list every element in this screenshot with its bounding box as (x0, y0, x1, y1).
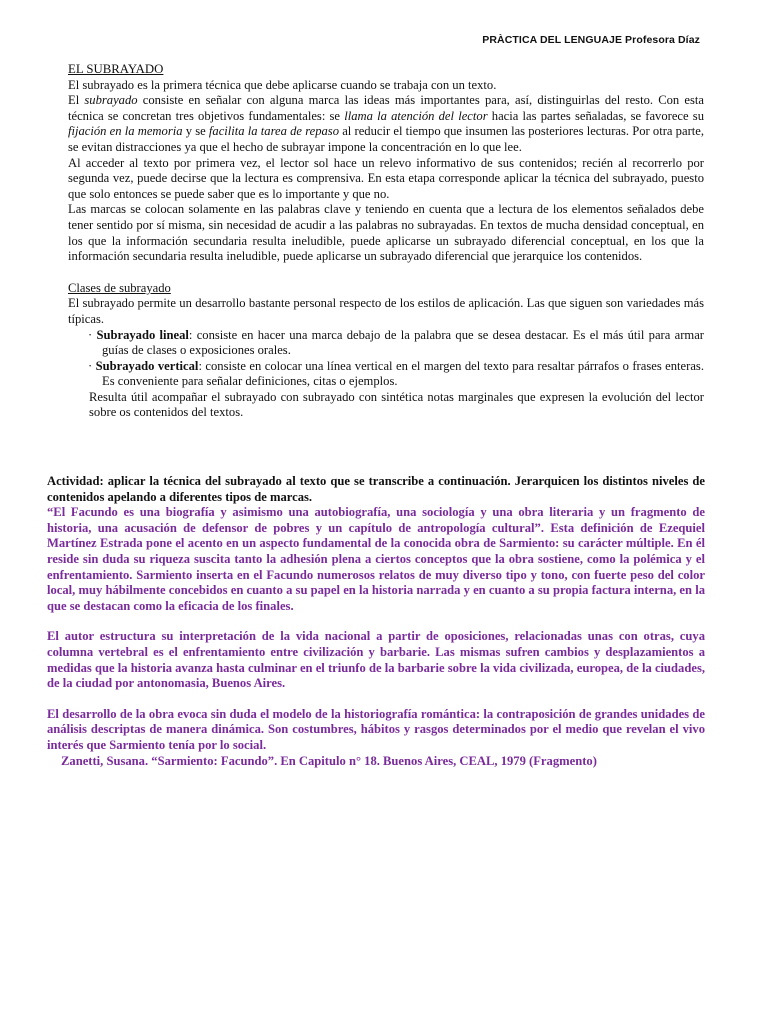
emphasis-repaso: facilita la tarea de repaso (208, 124, 340, 139)
emphasis-atencion: llama la atención del lector (344, 108, 488, 123)
section-title: EL SUBRAYADO (68, 62, 164, 76)
paragraph-closing: Resulta útil acompañar el subrayado con subrayado con sintética notas marginales que expresen la evolución del lector sobre os contenidos del textos. (89, 389, 704, 420)
bullet-mark: · (88, 327, 97, 342)
quote-paragraph-2: El autor estructura su interpretación de la vida nacional a partir de oposiciones, relacionadas unas con otras, cuya columna vertebral es el enfrentamiento entre civilización y barbarie. Las mismas sufren cambios y desplazamientos a medidas que la historia avanza hasta culminar en el triunfo de la barbarie sobre la vida civilizada, europea, de la ciudades, de la ciudad por antonomasia, Buenos Aires. (47, 629, 705, 691)
bullet-term: Subrayado vertical (95, 358, 199, 373)
quote-paragraph-1: “El Facundo es una biografía y asimismo una autobiografía, una sociología y una obra literaria y un fragmento de historia, una acusación de defensor de pobres y un capítulo de antropología cultural”. Esta definición de Ezequiel Martínez Estrada pone el acento en un aspecto fundamental de la conocida obra de Sarmiento: su carácter múltiple. En él reside sin duda su riqueza suscita tanto la adhesión plena a ciertos conceptos que la obra sostiene, como la polémica y el enfrentamiento. Sarmiento inserta en el Facundo numerosos relatos de muy diverso tipo y tono, con fuerte peso del color local, muy hábilmente concebidos en cuanto a su papel en la historia narrada y en cuanto a su propia factura interna, en la que se destacan como la eficacia de los finales. (47, 505, 705, 613)
text-run: al reducir el tiempo que insumen las posteriores lecturas. Por otra parte, se evitan distracciones ya que el hecho de subrayar impone la concentración en lo que lee. (68, 124, 705, 154)
paragraph-intro: El subrayado es la primera técnica que debe aplicarse cuando se trabaja con un texto. (68, 77, 497, 92)
page-header: PRÀCTICA DEL LENGUAJE Profesora Díaz (482, 34, 700, 46)
bullet-term: Subrayado lineal (96, 327, 189, 342)
subsection-title: Clases de subrayado (68, 280, 171, 295)
bullet-text: : consiste en hacer una marca debajo de la palabra que se desea destacar. Es el más útil para armar guías de clases o exposiciones orales. (102, 327, 704, 358)
paragraph-classes-intro: El subrayado permite un desarrollo bastante personal respecto de los estilos de aplicación. Las que siguen son variedades más típicas. (68, 296, 704, 326)
bullet-subrayado-lineal (68, 328, 704, 359)
theory-section (68, 62, 704, 421)
spacer (47, 692, 705, 707)
bullet-subrayado-vertical (68, 359, 704, 390)
emphasis-subrayado: subrayado (84, 93, 138, 108)
citation: Zanetti, Susana. “Sarmiento: Facundo”. En Capitulo n° 18. Buenos Aires, CEAL, 1979 (Fragmento) (61, 753, 597, 768)
bullet-text: : consiste en colocar una línea vertical en el margen del texto para resaltar párrafos o frases enteras. Es conveniente para señalar definiciones, citas o ejemplos. (102, 358, 704, 389)
text-run: y se (182, 124, 209, 139)
quote-paragraph-3: El desarrollo de la obra evoca sin duda el modelo de la historiografía romántica: la contraposición de grandes unidades de análisis descriptas de manera dinámica. Son costumbres, hábitos y rasgos determinados por el medio que revelan el vivo interés que Sarmiento tenía por lo social. (47, 706, 705, 752)
emphasis-memoria: fijación en la memoria (68, 124, 183, 139)
spacer (47, 614, 705, 629)
text-run: hacia las partes señaladas, se favorece su (487, 108, 704, 123)
text-run: El (68, 93, 85, 108)
activity-section (47, 474, 705, 769)
spacer (68, 265, 704, 281)
paragraph-definition (68, 93, 704, 155)
paragraph-marks: Las marcas se colocan solamente en las palabras clave y teniendo en cuenta que a lectura de los elementos señalados debe tener sentido por sí misma, sin necesidad de acudir a las palabras no subrayadas. En textos de mucha densidad conceptual, en los que la información secundaria resulta ineludible, puede aplicarse un subrayado diferencial conceptual, en los que la información secundaria resulta ineludible, puede aplicarse un subrayado diferencial que jerarquice los contenidos. (68, 202, 704, 264)
bullet-mark: · (88, 358, 96, 373)
text-run: consiste en señalar con alguna marca las ideas más importantes para, así, distinguirlas del resto. Con esta técnica se concretan tres objetivos fundamentales: se (68, 93, 704, 123)
activity-instruction: Actividad: aplicar la técnica del subrayado al texto que se transcribe a continuación. Jerarquicen los distintos niveles de contenidos apelando a diferentes tipos de marcas. (47, 474, 705, 504)
paragraph-first-reading: Al acceder al texto por primera vez, el lector sol hace un relevo informativo de sus contenidos; recién al recorrerlo por segunda vez, puede decirse que la lectura es comprensiva. En esta etapa corresponde aplicar la técnica del subrayado, puesto que solo entonces se puede saber que es lo importante y que no. (68, 155, 704, 201)
